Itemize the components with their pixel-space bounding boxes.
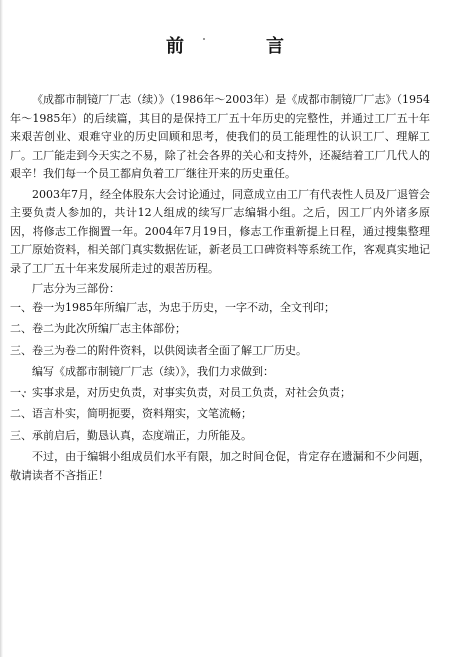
intro-paragraph: 《成都市制镜厂厂志（续）》（1986年～2003年）是《成都市制镜厂厂志》（1954年～1985年）的后续篇，其目的是保持工厂五十年历史的完整性，并通过工厂五十年来艰苦创业、艰难守业的历史回顾和思考，使我们的员工能理性的认识工厂、理解工厂。工厂能走到今天实之不易，除了社会各界的关心和支持外，还凝结着工厂几代人的艰辛！我们每一个员工都肩负着工厂继往开来的历史重任。 [10, 93, 430, 180]
page-title: 前 言 [166, 36, 316, 57]
page-edge-shadow [0, 0, 3, 657]
part-item: 一、卷一为1985年所编厂志，为忠于历史，一字不动，全文刊印； [10, 300, 335, 314]
requirement-item: 一、实事求是，对历史负责，对事实负责，对员工负责，对社会负责； [10, 385, 351, 399]
part-item: 二、卷二为此次所编厂志主体部份； [10, 322, 186, 335]
parts-heading: 厂志分为三部份： [32, 282, 120, 295]
requirement-item: 二、语言朴实，简明扼要，资料翔实，文笔流畅； [10, 407, 252, 420]
preface-body [10, 91, 430, 485]
part-item: 三、卷三为卷二的附件资料，以供阅读者全面了解工厂历史。 [10, 343, 307, 357]
closing-paragraph: 不过，由于编辑小组成员们水平有限，加之时间仓促，肯定存在遗漏和不少问题，敬请读者不吝指正！ [10, 450, 430, 482]
requirement-item: 三、承前启后，勤恳认真，态度端正，力所能及。 [10, 428, 252, 442]
requirements-intro: 编写《成都市制镜厂厂志（续）》，我们力求做到： [32, 365, 274, 378]
history-paragraph: 2003年7月，经全体股东大会讨论通过，同意成立由工厂有代表性人员及厂退管会主要负责人参加的，共计12人组成的续写厂志编辑小组。之后，因工厂内外诸多原因，将修志工作搁置一年。2004年7月19日，修志工作重新提上日程，通过搜集整理工厂原始资料，相关部门真实数据佐证，新老员工口碑资料等系统工作，客观真实地记录了工厂五十年来发展所走过的艰苦历程。 [10, 187, 430, 275]
